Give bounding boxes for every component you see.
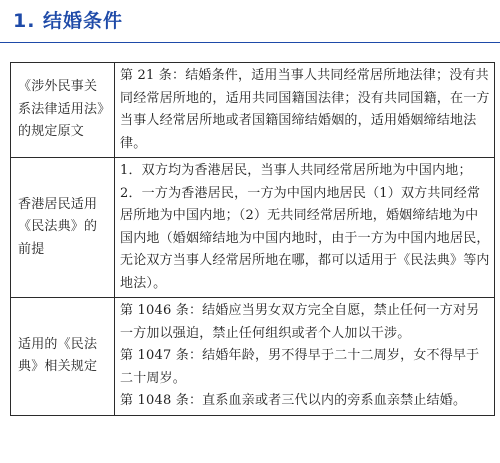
section-title: 1. 结婚条件	[13, 10, 124, 32]
provision-text: 第 1048 条：直系血亲或者三代以内的旁系血亲禁止结婚。	[120, 393, 467, 408]
table-row	[11, 158, 495, 298]
condition-item: 1．双方均为香港居民，当事人共同经常居所地为中国内地；	[120, 163, 472, 178]
table-row	[11, 298, 495, 416]
row-content	[115, 63, 495, 158]
condition-item: 2．一方为香港居民，一方为中国内地居民（1）双方共同经常居所地为中国内地；（2）无共同经常居所地，婚姻缔结地为中国内地（婚姻缔结地为中国内地时，由于一方为中国内地居民，无论双方当事人经常居所地在哪，都可以适用于《民法典》等内地法）。	[120, 185, 490, 291]
row-content	[115, 158, 495, 298]
provision-text: 第 1047 条：结婚年龄，男不得早于二十二周岁，女不得早于二十周岁。	[120, 348, 480, 386]
provision-text: 第 21 条：结婚条件，适用当事人共同经常居所地法律；没有共同经常居所地的，适用共同国籍国法律；没有共同国籍，在一方当事人经常居所地或者国籍国缔结婚姻的，适用婚姻缔结地法律。	[120, 68, 490, 151]
provision-text: 第 1046 条：结婚应当男女双方完全自愿，禁止任何一方对另一方加以强迫，禁止任何组织或者个人加以干涉。	[120, 303, 480, 341]
title-divider	[0, 42, 500, 43]
marriage-conditions-table	[10, 62, 495, 416]
table-row	[11, 63, 495, 158]
row-content	[115, 298, 495, 416]
row-label: 适用的《民法典》相关规定	[11, 298, 115, 416]
row-label: 香港居民适用《民法典》的前提	[11, 158, 115, 298]
row-label: 《涉外民事关系法律适用法》的规定原文	[11, 63, 115, 158]
